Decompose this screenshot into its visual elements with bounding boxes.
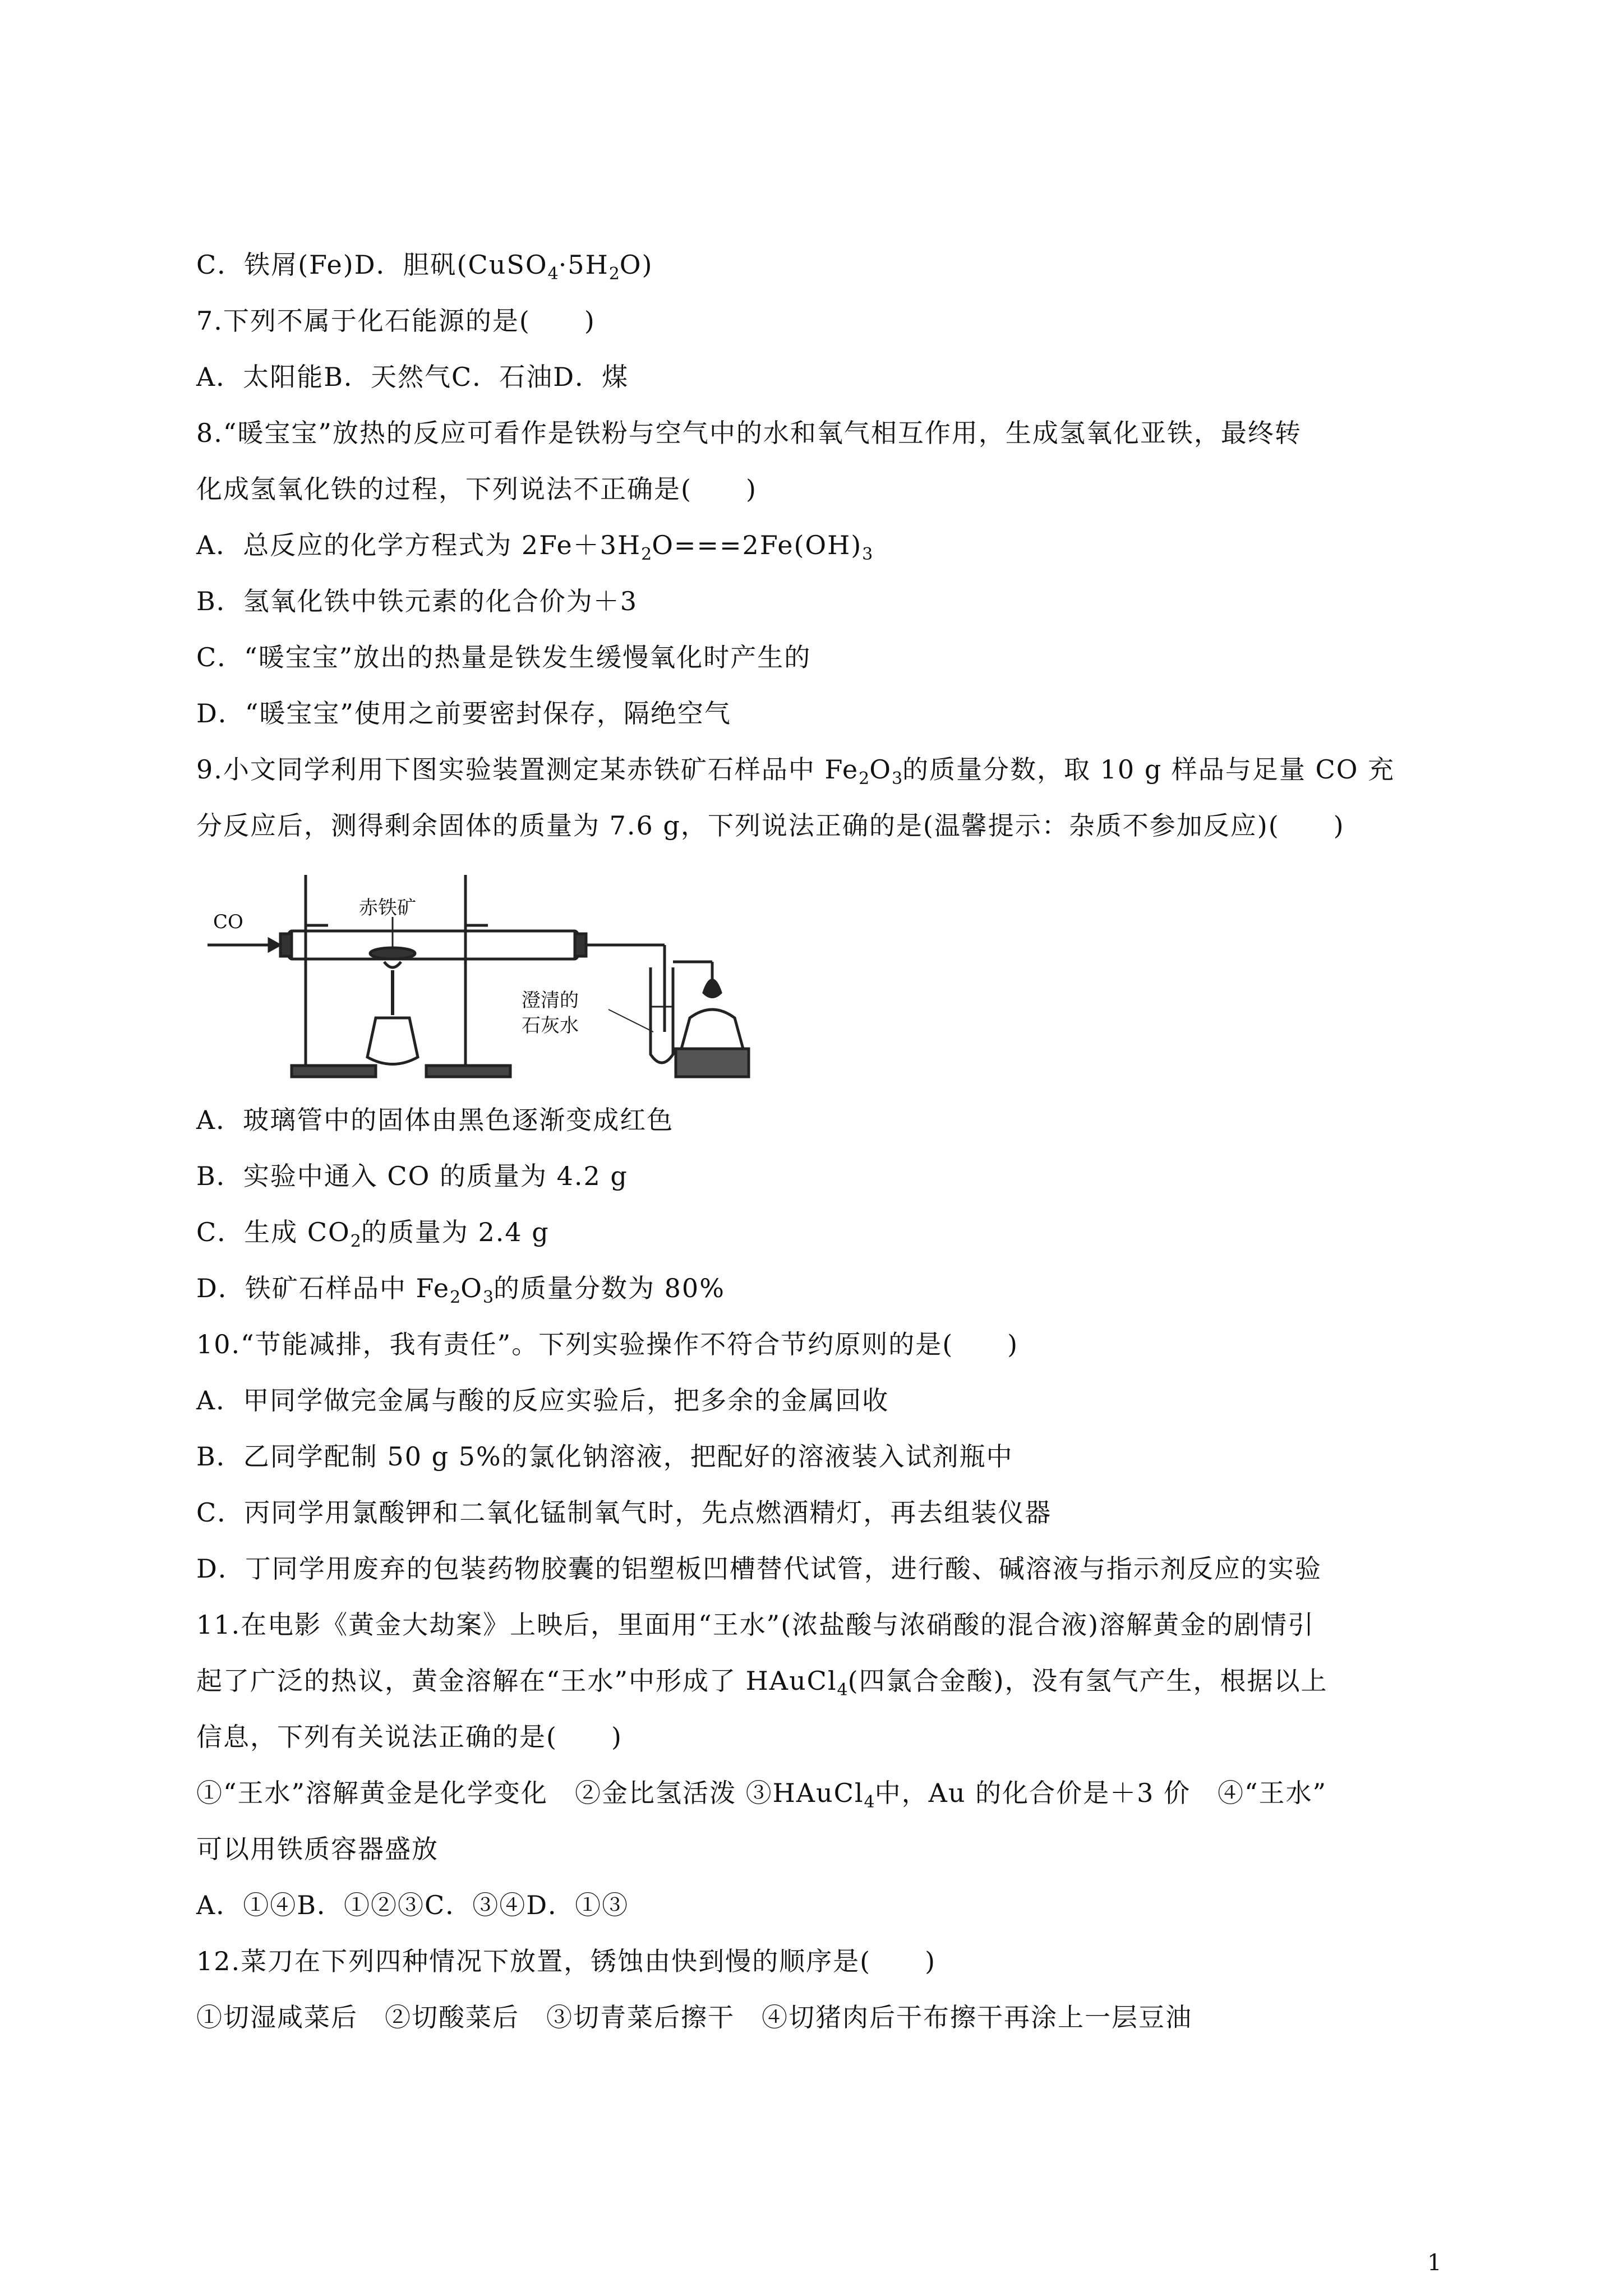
question-9-option-c — [196, 1214, 550, 1260]
glass-tube — [289, 931, 578, 959]
question-8-option-d: D．“暖宝宝”使用之前要密封保存，隔绝空气 — [196, 698, 731, 729]
question-10-stem: 10.“节能减排，我有责任”。下列实验操作不符合节约原则的是( ) — [196, 1329, 1019, 1359]
text-run: ①“王水”溶解黄金是化学变化 ②金比氢活泼 ③HAuCl — [196, 1778, 864, 1808]
question-11-statements — [196, 1775, 1327, 1820]
gas-label: CO — [213, 911, 243, 933]
subscript: 4 — [837, 1680, 848, 1700]
subscript: 3 — [482, 1288, 494, 1307]
question-12-stem: 12.菜刀在下列四种情况下放置，锈蚀由快到慢的顺序是( ) — [196, 1946, 937, 1976]
question-11-options: A．①④B．①②③C．③④D．①③ — [196, 1890, 629, 1920]
left-stand-base — [292, 1066, 376, 1077]
subscript: 2 — [608, 264, 620, 284]
subscript: 2 — [859, 769, 870, 789]
question-11-statements-cont: 可以用铁质容器盛放 — [196, 1834, 439, 1864]
question-8-option-b: B．氢氧化铁中铁元素的化合价为＋3 — [196, 586, 638, 616]
limewater-label-line-1: 澄清的 — [522, 989, 579, 1012]
question-7-options: A．太阳能B．天然气C．石油D．煤 — [196, 362, 629, 392]
text-run: ·5H — [558, 250, 609, 280]
subscript: 2 — [641, 545, 652, 564]
text-run: O===2Fe(OH) — [652, 530, 863, 560]
page-number: 1 — [1427, 2250, 1442, 2276]
ore-sample — [370, 948, 415, 959]
question-9-stem-line-1 — [196, 751, 1395, 797]
subscript: 2 — [350, 1232, 361, 1251]
limewater-label-line-2: 石灰水 — [522, 1015, 579, 1037]
question-10-option-b: B．乙同学配制 50 g 5%的氯化钠溶液，把配好的溶液装入试剂瓶中 — [196, 1441, 1013, 1472]
question-8-option-c: C．“暖宝宝”放出的热量是铁发生缓慢氧化时产生的 — [196, 642, 811, 672]
question-8-option-a — [196, 527, 873, 573]
question-11-stem-line-3: 信息，下列有关说法正确的是( ) — [196, 1722, 623, 1752]
text-run: O — [460, 1273, 483, 1303]
right-stopper — [575, 934, 586, 956]
text-run: O — [869, 754, 892, 785]
exhaust-flame — [704, 980, 721, 997]
right-alcohol-burner — [681, 1009, 743, 1049]
question-9-option-a: A．玻璃管中的固体由黑色逐渐变成红色 — [196, 1105, 674, 1135]
test-tube — [651, 967, 673, 1063]
burner-flame — [384, 962, 401, 967]
subscript: 4 — [864, 1792, 875, 1812]
subscript: 3 — [862, 545, 873, 564]
question-8-stem-line-2: 化成氢氧化铁的过程，下列说法不正确是( ) — [196, 474, 757, 504]
question-10-option-d: D．丁同学用废弃的包装药物胶囊的铝塑板凹槽替代试管，进行酸、碱溶液与指示剂反应的实验 — [196, 1553, 1322, 1584]
question-12-conditions: ①切湿咸菜后 ②切酸菜后 ③切青菜后擦干 ④切猪肉后干布擦干再涂上一层豆油 — [196, 2002, 1192, 2032]
text-run: 起了广泛的热议，黄金溶解在“王水”中形成了 HAuCl — [196, 1666, 837, 1696]
text-run: 的质量分数为 80% — [494, 1273, 725, 1303]
question-9-option-b: B．实验中通入 CO 的质量为 4.2 g — [196, 1161, 628, 1191]
subscript: 2 — [450, 1288, 461, 1307]
subscript: 3 — [891, 769, 903, 789]
question-11-stem-line-1: 11.在电影《黄金大劫案》上映后，里面用“王水”(浓盐酸与浓硝酸的混合液)溶解黄金的剧情引 — [196, 1610, 1315, 1640]
text-run: 中，Au 的化合价是＋3 价 ④“王水” — [874, 1778, 1327, 1808]
alcohol-burner — [367, 1018, 418, 1064]
subscript: 4 — [547, 264, 559, 284]
text-run: D．铁矿石样品中 Fe — [196, 1273, 450, 1303]
question-10-option-a: A．甲同学做完金属与酸的反应实验后，把多余的金属回收 — [196, 1385, 889, 1416]
question-9-option-d — [196, 1270, 725, 1316]
text-run: 的质量分数，取 10 g 样品与足量 CO 充 — [902, 754, 1395, 785]
question-9-stem-line-2: 分反应后，测得剩余固体的质量为 7.6 g，下列说法正确的是(温馨提示：杂质不参加反应)( ) — [196, 810, 1345, 841]
text-run: 9.小文同学利用下图实验装置测定某赤铁矿石样品中 Fe — [196, 754, 859, 785]
text-run: O) — [619, 250, 653, 280]
text-run: C．铁屑(Fe)D．胆矾(CuSO — [196, 250, 548, 280]
question-10-option-c: C．丙同学用氯酸钾和二氧化锰制氧气时，先点燃酒精灯，再去组装仪器 — [196, 1497, 1052, 1528]
ore-label: 赤铁矿 — [359, 897, 416, 919]
apparatus-figure — [208, 864, 869, 1088]
text-run: A．总反应的化学方程式为 2Fe＋3H — [196, 530, 642, 560]
question-8-stem-line-1: 8.“暖宝宝”放热的反应可看作是铁粉与空气中的水和氧气相互作用，生成氢氧化亚铁，最终转 — [196, 418, 1302, 448]
burner-block — [676, 1049, 749, 1077]
text-run: C．生成 CO — [196, 1217, 351, 1247]
question-7-stem: 7.下列不属于化石能源的是( ) — [196, 306, 596, 336]
right-stand-base — [426, 1066, 510, 1077]
text-run: (四氯合金酸)，没有氢气产生，根据以上 — [847, 1666, 1328, 1696]
option-line-q6-cd — [196, 247, 653, 292]
apparatus-diagram — [208, 864, 869, 1088]
text-run: 的质量为 2.4 g — [361, 1217, 550, 1247]
question-11-stem-line-2 — [196, 1663, 1328, 1708]
